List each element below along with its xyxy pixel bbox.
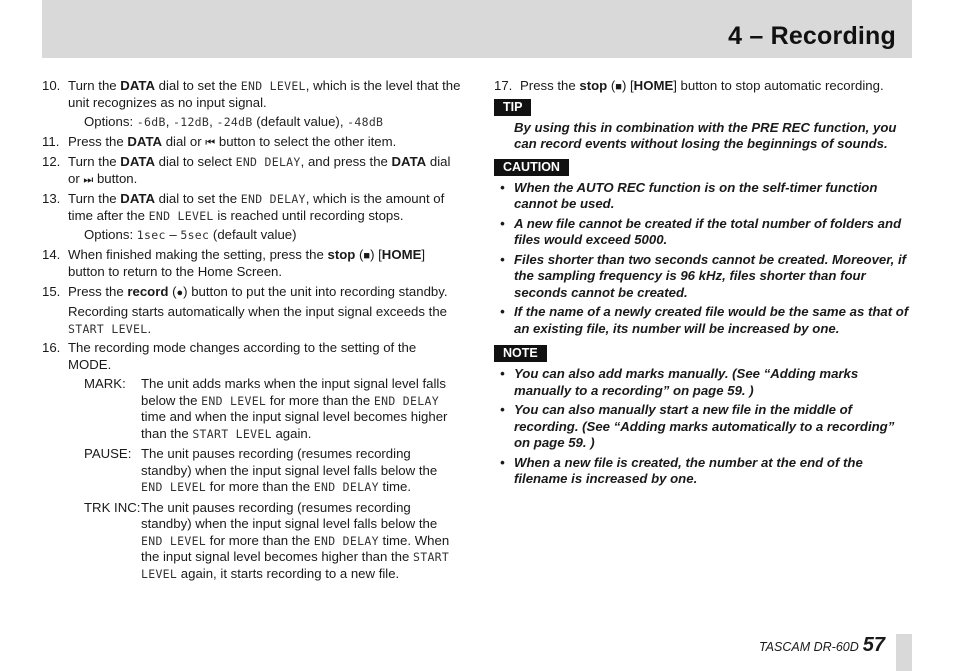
step-text: Turn the DATA dial to set the END DELAY, which is the amount of time after the END LEVEL is reached until recording stops.: [68, 191, 445, 223]
stop-icon: ■: [615, 81, 622, 93]
list-item: • You can also manually start a new file in the middle of recording. (See “Adding marks automatically to a recording” on page 59. ): [494, 402, 914, 452]
step-13: [42, 191, 462, 224]
step-text: Turn the DATA dial to select END DELAY, and press the DATA dial or ⏭ button.: [68, 154, 451, 186]
step-text: Press the DATA dial or ⏮ button to select the other item.: [68, 133, 397, 149]
bullet-icon: •: [500, 304, 505, 319]
tip-text: By using this in combination with the PRE REC function, you can record events without losing the beginnings of sounds.: [514, 119, 897, 151]
step-text: Press the stop (■) [HOME] button to stop automatic recording.: [520, 78, 884, 93]
skip-forward-icon: ⏭: [83, 173, 94, 186]
step-number: 15.: [42, 283, 61, 299]
brand-name: TASCAM: [758, 640, 811, 654]
step-12: [42, 154, 462, 188]
left-column: [42, 78, 462, 586]
mode-label: PAUSE:: [84, 446, 132, 461]
step-text: Turn the DATA dial to set the END LEVEL, which is the level that the unit recognizes as no input signal.: [68, 78, 461, 110]
step-number: 14.: [42, 246, 61, 262]
step-number: 12.: [42, 154, 61, 169]
mode-label: MARK:: [84, 376, 126, 391]
step-text: Press the record (●) button to put the unit into recording standby.: [68, 283, 448, 299]
mode-description: The unit pauses recording (resumes recording standby) when the input signal level falls below the END LEVEL for more than the END DELAY time.: [141, 446, 438, 494]
mode-label: TRK INC:: [84, 499, 141, 515]
note-badge: NOTE: [494, 345, 547, 362]
list-item: • You can also add marks manually. (See “Adding marks manually to a recording” on page 59. ): [494, 366, 914, 399]
caution-header: [494, 159, 914, 176]
step-15: [42, 284, 462, 302]
step-16: [42, 340, 462, 373]
right-column: [494, 78, 914, 491]
bullet-icon: •: [500, 215, 505, 231]
bullet-icon: •: [500, 402, 505, 417]
step-15-detail: Recording starts automatically when the input signal exceeds the START LEVEL.: [68, 304, 447, 336]
tip-badge: TIP: [494, 99, 531, 116]
step-11: [42, 134, 462, 152]
tip-header: [494, 99, 914, 116]
options-line: Options: 1sec – 5sec (default value): [84, 227, 297, 242]
step-number: 17.: [494, 78, 513, 93]
bullet-icon: •: [500, 454, 505, 470]
step-number: 16.: [42, 340, 61, 355]
caution-list: [494, 180, 914, 338]
list-item: • When a new file is created, the number at the end of the filename is increased by one.: [494, 455, 914, 488]
skip-back-icon: ⏮: [205, 136, 216, 149]
bullet-icon: •: [500, 179, 505, 195]
step-10: [42, 78, 462, 111]
bullet-icon: •: [500, 366, 505, 381]
page-footer: [759, 634, 885, 657]
step-number: 11.: [42, 133, 60, 149]
stop-icon: ■: [363, 249, 371, 262]
lcd-text: END LEVEL: [240, 79, 306, 93]
model-name: DR-60D: [810, 640, 859, 654]
list-item: • If the name of a newly created file would be the same as that of an existing file, its number will be increased by one.: [494, 304, 914, 337]
page-number: 57: [862, 634, 885, 656]
page-edge-tab: [896, 634, 912, 671]
bullet-icon: •: [500, 251, 505, 267]
mode-description: The unit adds marks when the input signal level falls below the END LEVEL for more than the END DELAY time and when the input signal level becomes higher than the START LEVEL again.: [141, 376, 448, 441]
chapter-title: 4 – Recording: [728, 22, 896, 50]
caution-badge: CAUTION: [494, 159, 569, 176]
mode-description: The unit pauses recording (resumes recording standby) when the input signal level falls below the END LEVEL for more than the END DELAY time. When the input signal level becomes higher than the START LEVEL again, it starts recording to a new file.: [141, 499, 450, 581]
mode-pause: [84, 446, 462, 496]
header-bar: [42, 0, 912, 58]
mode-trk-inc: [84, 500, 462, 583]
step-14: [42, 247, 462, 281]
list-item: • Files shorter than two seconds cannot be created. Moreover, if the sampling frequency is 96 kHz, files shorter than four seconds cannot be created.: [494, 252, 914, 302]
step-number: 13.: [42, 191, 61, 206]
record-icon: ●: [176, 286, 184, 299]
step-text: The recording mode changes according to the setting of the MODE.: [68, 340, 417, 372]
list-item: • A new file cannot be created if the total number of folders and files would exceed 5000.: [494, 216, 914, 249]
options-line: Options: -6dB, -12dB, -24dB (default value), -48dB: [84, 114, 384, 129]
step-number: 10.: [42, 78, 61, 93]
mode-mark: [84, 376, 462, 442]
step-text: When finished making the setting, press the stop (■) [HOME] button to return to the Home Screen.: [68, 246, 426, 279]
step-17: [494, 78, 914, 96]
note-list: [494, 366, 914, 488]
list-item: • When the AUTO REC function is on the self-timer function cannot be used.: [494, 180, 914, 213]
note-header: [494, 345, 914, 362]
